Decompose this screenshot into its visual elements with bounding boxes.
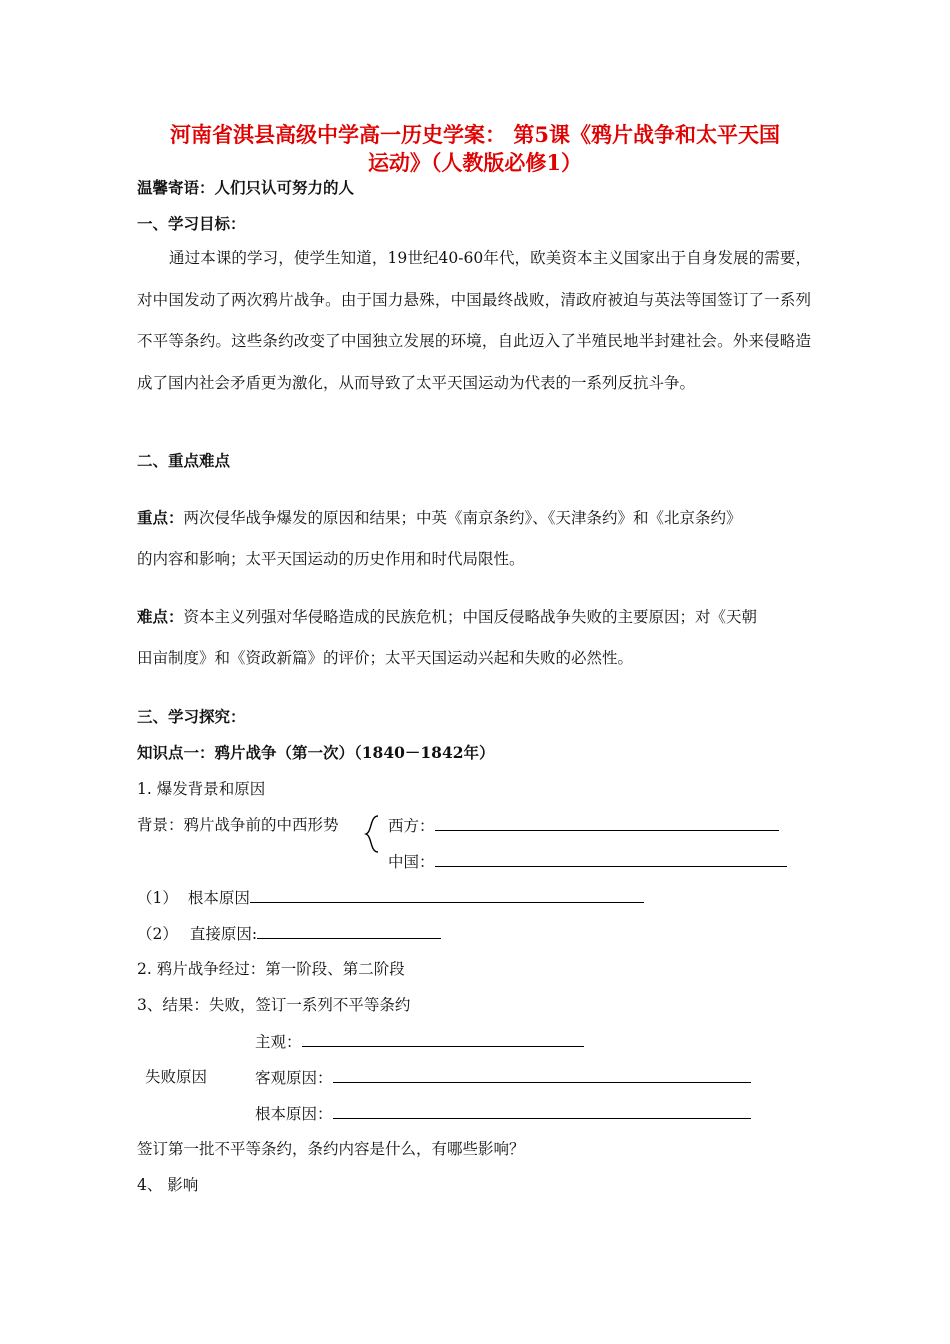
item-1-background-causes: 1. 爆发背景和原因: [137, 780, 266, 798]
subjective-blank: [302, 1031, 584, 1047]
west-blank-row: [388, 815, 779, 836]
motto: 温馨寄语：人们只认可努力的人: [137, 178, 355, 197]
document-title-line2: 运动》（人教版必修1）: [367, 150, 583, 175]
subjective-label: 主观：: [255, 1033, 302, 1051]
west-blank: [435, 815, 779, 831]
cause-1-row: [137, 887, 644, 908]
west-label: 西方：: [388, 817, 435, 835]
item-2-course: 2. 鸦片战争经过：第一阶段、第二阶段: [137, 960, 405, 978]
difficult-points-line1: [137, 607, 757, 627]
failure-reasons-label: 失败原因: [145, 1068, 208, 1086]
cause-1-blank: [250, 887, 644, 903]
root-cause-label: 根本原因：: [255, 1105, 333, 1123]
cause-2-blank: [257, 923, 441, 939]
objective-label: 客观原因：: [255, 1069, 333, 1087]
document-title-line1: 河南省淇县高级中学高一历史学案： 第5课《鸦片战争和太平天国: [170, 122, 780, 147]
cause-1-number: （1）: [137, 889, 178, 907]
brace-icon: [362, 814, 382, 854]
key-points-line1: [137, 508, 742, 528]
section2-heading: 二、重点难点: [137, 451, 231, 470]
china-label: 中国：: [388, 853, 435, 871]
key-points-label: 重点：: [137, 508, 184, 527]
difficult-points-line2: 田亩制度》和《资政新篇》的评价；太平天国运动兴起和失败的必然性。: [137, 649, 634, 667]
difficult-points-text1: 资本主义列强对华侵略造成的民族危机；中国反侵略战争失败的主要原因；对《天朝: [183, 608, 758, 626]
root-cause-row: [255, 1103, 751, 1124]
root-cause-blank: [333, 1103, 751, 1119]
key-points-line2: 的内容和影响；太平天国运动的历史作用和时代局限性。: [137, 550, 525, 568]
cause-2-number: （2）: [137, 925, 178, 943]
objective-blank: [333, 1067, 751, 1083]
difficult-points-label: 难点：: [137, 607, 184, 626]
china-blank-row: [388, 851, 787, 872]
key-points-text1: 两次侵华战争爆发的原因和结果；中英《南京条约》、《天津条约》和《北京条约》: [183, 509, 742, 527]
section1-heading: 一、学习目标：: [137, 214, 246, 233]
subjective-row: [255, 1031, 584, 1052]
treaty-question: 签订第一批不平等条约，条约内容是什么，有哪些影响？: [137, 1140, 525, 1158]
item-3-result: 3、结果：失败，签订一系列不平等条约: [137, 996, 411, 1014]
objective-row: [255, 1067, 751, 1088]
cause-2-row: [137, 923, 441, 944]
china-blank: [435, 851, 787, 867]
background-label: 背景：鸦片战争前的中西形势: [137, 816, 339, 834]
item-4-impact: 4、 影响: [137, 1176, 199, 1194]
learning-goals-paragraph: 通过本课的学习，使学生知道，19世纪40-60年代，欧美资本主义国家出于自身发展的需要，对中国发动了两次鸦片战争。由于国力悬殊，中国最终战败，清政府被迫与英法等国签订了一系列不平等条约。这些条约改变了中国独立发展的环境，自此迈入了半殖民地半封建社会。外来侵略造成了国内社会矛盾更为激化，从而导致了太平天国运动为代表的一系列反抗斗争。: [137, 249, 811, 392]
cause-1-label: 根本原因: [187, 889, 250, 907]
section3-heading: 三、学习探究：: [137, 707, 246, 726]
knowledge-point-1: 知识点一：鸦片战争（第一次）（1840－1842年）: [137, 743, 495, 762]
cause-2-label: 直接原因:: [189, 925, 258, 943]
